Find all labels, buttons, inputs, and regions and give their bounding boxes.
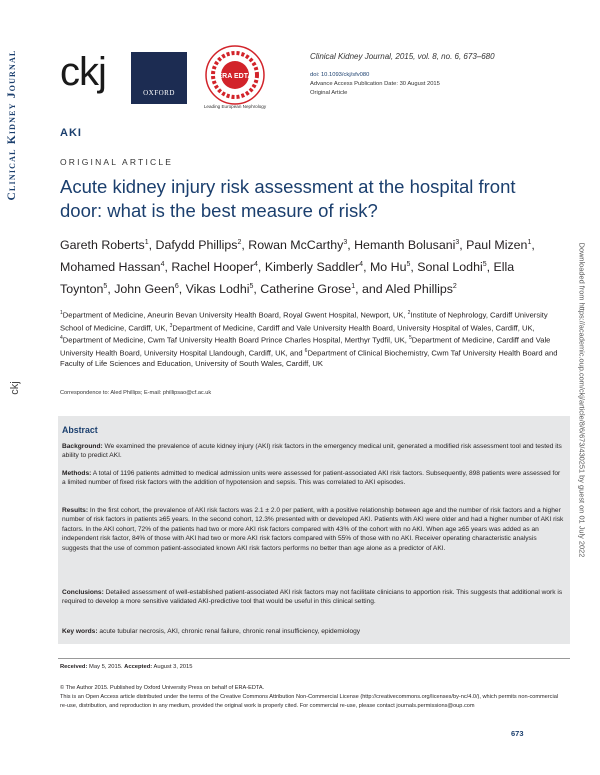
author-affiliation-marker: 5: [249, 283, 254, 291]
author-affiliation-marker: 5: [103, 283, 108, 291]
author-affiliation-marker: 1: [351, 283, 356, 291]
author-name: Catherine Grose: [260, 282, 352, 297]
affiliation-number: 1: [60, 310, 63, 316]
author-affiliation-marker: 1: [527, 239, 532, 246]
article-title: Acute kidney injury risk assessment at the hospital front door: what is the best measure of risk?: [60, 176, 516, 221]
author-name: Vikas Lodhi: [185, 282, 250, 297]
author-affiliation-marker: 5: [482, 261, 487, 269]
footer-divider: [58, 658, 570, 659]
affiliation-number: 2: [407, 310, 411, 316]
author-affiliation-marker: 4: [359, 261, 364, 269]
section-label: AKI: [60, 127, 82, 139]
author-name: Aled Phillips: [385, 282, 453, 297]
author-affiliation-marker: 6: [174, 283, 179, 291]
affiliation-text: Department of Medicine, Cardiff and Vale University Health Board, University Hospital Llandough, Cardiff, UK, and: [60, 335, 551, 358]
author-name: Dafydd Phillips: [155, 238, 238, 253]
ckj-logo: ckj: [60, 50, 106, 94]
article-label: Original Article: [310, 90, 348, 96]
author-affiliation-marker: 4: [254, 261, 258, 269]
article-type: ORIGINAL ARTICLE: [60, 157, 174, 167]
affiliations: [60, 308, 570, 369]
journal-side-title: Clinical Kidney Journal: [6, 49, 18, 201]
affiliation-number: 3: [169, 322, 173, 329]
abstract-methods: Methods: A total of 1196 patients admitted to medical admission units were assessed for patient-associated AKI risk factors. Subsequently, 898 patients were assessed for a limited number of fixed risk factors with the addition of hypotension and sepsis. This was correlated to AKI episodes.: [62, 470, 561, 487]
keywords: Key words: acute tubular necrosis, AKI, chronic renal failure, chronic renal insufficiency, epidemiology: [62, 628, 361, 635]
era-edta-logo: [204, 44, 266, 106]
author-affiliation-marker: 2: [237, 239, 242, 246]
affiliation-number: 4: [60, 335, 63, 342]
license-block: [60, 684, 565, 711]
download-note: Downloaded from https://academic.oup.com/ckj/article/8/6/673/430251 by guest on 01 July 2022: [577, 242, 587, 558]
author-name: Mohamed Hassan: [60, 260, 161, 275]
author-affiliation-marker: 3: [455, 239, 460, 246]
abstract-background: Background: We examined the prevalence of acute kidney injury (AKI) risk factors in the emergency medical unit, generated a modified risk assessment tool and tested its ability to predict AKI.: [62, 443, 562, 460]
author-name: Rowan McCarthy: [248, 238, 344, 253]
era-caption: Leading European Nephrology: [203, 104, 267, 109]
author-affiliation-marker: 1: [144, 239, 149, 246]
author-name: Mo Hu: [369, 260, 407, 275]
affiliation-text: Institute of Nephrology, Cardiff University School of Medicine, Cardiff, UK,: [60, 310, 548, 333]
affiliation-text: Department of Medicine, Cwm Taf University Health Board Prince Charles Hospital, Merthyr Tydfil, UK,: [62, 335, 409, 345]
author-name: Paul Mizen: [466, 238, 528, 253]
doi-link[interactable]: doi: 10.1093/ckj/sfv080: [310, 72, 370, 78]
era-center-text: ERA EDTA: [217, 73, 253, 80]
journal-citation: Clinical Kidney Journal, 2015, vol. 8, no. 6, 673–680: [310, 52, 495, 61]
side-ckj-logo: ckj: [9, 381, 21, 395]
page-number: 673: [511, 729, 524, 738]
author-name: Sonal Lodhi: [417, 260, 483, 275]
author-name: Kimberly Saddler: [264, 260, 360, 275]
copyright-line: © The Author 2015. Published by Oxford University Press on behalf of ERA-EDTA.: [60, 685, 265, 691]
author-affiliation-marker: 4: [160, 261, 165, 269]
affiliation-number: 5: [409, 335, 412, 342]
abstract-heading: Abstract: [62, 425, 98, 435]
affiliation-text: Department of Clinical Biochemistry, Cwm Taf University Health Board and Faculty of Life Sciences and Education, University of South Wales, Cardiff, UK: [60, 348, 558, 369]
correspondence: Correspondence to: Aled Phillips; E-mail: phillipsao@cf.ac.uk: [60, 390, 212, 396]
author-affiliation-marker: 3: [343, 239, 348, 246]
author-name: Gareth Roberts: [60, 238, 145, 253]
license-text: This is an Open Access article distributed under the terms of the Creative Commons Attribution Non-Commercial License (http://creativecommons.org/licenses/by-nc/4.0/), which permits non-commercial re-use, distribution, and reproduction in any medium, provided the original work is properly cited. For commercial re-use, please contact journals.permissions@oup.com: [60, 694, 559, 709]
author-affiliation-marker: 5: [406, 261, 411, 269]
abstract-results: Results: In the first cohort, the prevalence of AKI risk factors was 2.1 ± 2.0 per patient, with a positive relationship between age and the number of risk factors and a higher number of risk factors in patients ≥65 years. In the second cohort, 12.3% presented with or developed AKI. Patients with AKI were older and had a higher number of AKI risk factors. In the AKI cohort, 72% of the patients had two or more AKI risk factors compared with 43% of the cohort with no AKI. When age ≥65 years was added as an independent risk factor, 84% of those with AKI had two or more AKI risk factors compared with 55% of those with no AKI. Receiver operating characteristic analysis suggests that the use of common patient-associated known AKI risk factors performs no better than age alone as a predictor of AKI.: [62, 507, 564, 552]
advance-access: Advance Access Publication Date: 30 August 2015: [310, 81, 440, 87]
author-list: Gareth Roberts$^1$, Dafydd Phillips$^2$, Rowan McCarthy$^3$, Hemanth Bolusani$^3$, Paul Mizen$^1$, Mohamed Hassan$^4$, Rachel Hooper$^4$, Kimberly Saddler$^4$, Mo Hu$^5$, Sonal Lodhi$^5$, Ella Toynton$^5$, John Geen$^6$, Vikas Lodhi$^5$, Catherine Grose$^1$, and Aled Phillips$^2$: [60, 238, 535, 297]
abstract-conclusions: Conclusions: Detailed assessment of well-established patient-associated AKI risk factors may not facilitate clinicians to apportion risk. This suggests that additional work is required to develop a more sensitive validated AKI-predictive tool that would be useful in this clinical setting.: [62, 589, 563, 606]
affiliation-text: Department of Medicine, Aneurin Bevan University Health Board, Royal Gwent Hospital, Newport, UK,: [62, 310, 408, 320]
author-name: Rachel Hooper: [171, 260, 255, 275]
affiliation-number: 6: [304, 347, 308, 354]
author-affiliation-marker: 2: [452, 283, 457, 291]
author-name: Ella Toynton: [60, 260, 515, 297]
oxford-logo: OXFORD: [131, 52, 187, 104]
author-name: Hemanth Bolusani: [354, 238, 456, 253]
author-name: John Geen: [114, 282, 175, 297]
article-meta: [310, 71, 440, 98]
received-dates: Received: May 5, 2015. Accepted: August 3, 2015: [60, 664, 193, 670]
affiliation-text: Department of Medicine, Cardiff and Vale University Health Board, University Hospital of Wales, Cardiff, UK,: [172, 323, 535, 333]
